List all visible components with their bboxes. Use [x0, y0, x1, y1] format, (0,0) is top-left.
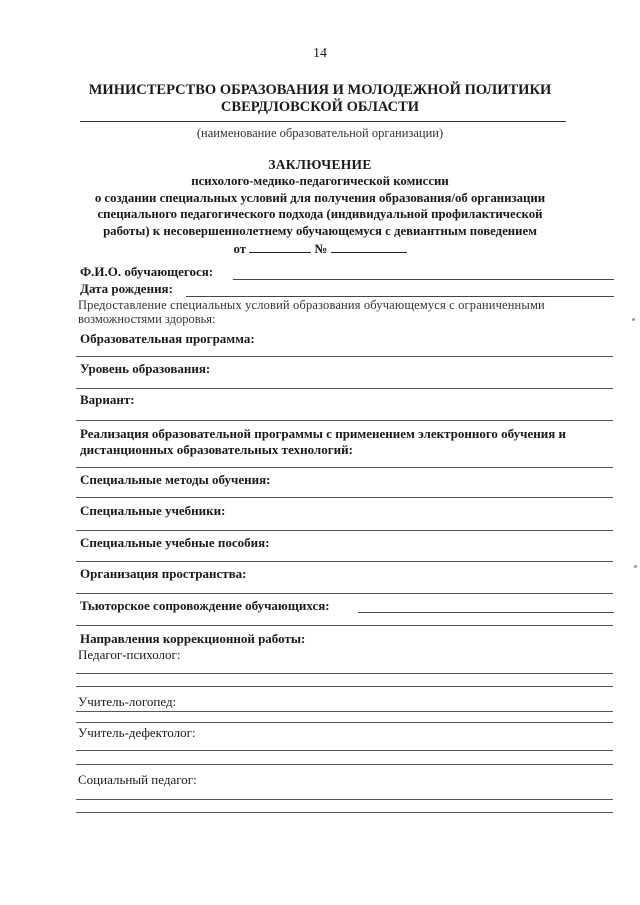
- methods-field[interactable]: [76, 497, 613, 498]
- space-label: Организация пространства:: [80, 566, 247, 581]
- special-conditions-text: Предоставление специальных условий образования обучающемуся с ограниченными возможностями здоровья:: [78, 298, 545, 326]
- manuals-label: Специальные учебные пособия:: [80, 535, 270, 550]
- social-pedagogue-field-1[interactable]: [76, 799, 613, 800]
- date-prefix: от: [233, 242, 247, 256]
- level-field[interactable]: [76, 388, 613, 389]
- scan-speck: [634, 565, 637, 568]
- subtitle-line-4: работы) к несовершеннолетнему обучающемуся с девиантным поведением: [103, 223, 537, 238]
- ministry-line-2: СВЕРДЛОВСКОЙ ОБЛАСТИ: [220, 99, 420, 115]
- fio-field[interactable]: [233, 279, 614, 280]
- subtitle-line-2: о создании специальных условий для получения образования/об организации: [94, 190, 546, 205]
- defectologist-label: Учитель-дефектолог:: [78, 725, 196, 740]
- tutor-label: Тьюторское сопровождение обучающихся:: [80, 598, 330, 613]
- fio-label: Ф.И.О. обучающегося:: [80, 264, 214, 279]
- organization-name-line: [80, 121, 566, 122]
- scan-speck: [632, 318, 635, 321]
- subtitle-line-3: специального педагогического подхода (индивидуальной профилактической: [97, 207, 543, 221]
- ministry-heading: [0, 82, 640, 116]
- defectologist-field-1[interactable]: [76, 750, 613, 751]
- variant-label: Вариант:: [80, 392, 135, 407]
- textbooks-field[interactable]: [76, 530, 613, 531]
- birth-date-label: Дата рождения:: [80, 281, 173, 296]
- elearning-field[interactable]: [76, 467, 613, 468]
- birth-date-field[interactable]: [186, 296, 614, 297]
- ministry-line-1: МИНИСТЕРСТВО ОБРАЗОВАНИЯ И МОЛОДЕЖНОЙ ПОЛИТИКИ: [88, 82, 552, 98]
- document-subtitle: [0, 173, 640, 239]
- methods-label: Специальные методы обучения:: [80, 472, 271, 487]
- textbooks-label: Специальные учебники:: [80, 503, 226, 518]
- page-number: 14: [313, 46, 327, 61]
- tutor-field-inline[interactable]: [358, 612, 614, 613]
- speech-therapist-field-1[interactable]: [76, 711, 613, 712]
- speech-therapist-label: Учитель-логопед:: [78, 694, 177, 709]
- psychologist-label: Педагог-психолог:: [78, 647, 181, 662]
- level-label: Уровень образования:: [80, 361, 211, 376]
- social-pedagogue-label: Социальный педагог:: [78, 772, 197, 787]
- defectologist-field-2[interactable]: [76, 764, 613, 765]
- date-number-row: [0, 240, 640, 257]
- social-pedagogue-field-2[interactable]: [76, 812, 613, 813]
- manuals-field[interactable]: [76, 561, 613, 562]
- variant-field[interactable]: [76, 420, 613, 421]
- subtitle-line-1: психолого-медико-педагогической комиссии: [191, 174, 449, 188]
- psychologist-field-1[interactable]: [76, 673, 613, 674]
- tutor-field[interactable]: [76, 625, 613, 626]
- program-label: Образовательная программа:: [80, 331, 255, 346]
- number-blank[interactable]: [331, 240, 407, 253]
- elearning-label: Реализация образовательной программы с применением электронного обучения и дистанционных образовательных технологий:: [80, 426, 567, 457]
- date-blank[interactable]: [249, 240, 311, 253]
- space-field[interactable]: [76, 593, 613, 594]
- speech-therapist-field-2[interactable]: [76, 722, 613, 723]
- correction-label: Направления коррекционной работы:: [80, 631, 306, 646]
- psychologist-field-2[interactable]: [76, 686, 613, 687]
- program-field[interactable]: [76, 356, 613, 357]
- document-title: ЗАКЛЮЧЕНИЕ: [268, 157, 372, 172]
- number-prefix: №: [314, 242, 328, 256]
- organization-caption: (наименование образовательной организации): [196, 126, 444, 140]
